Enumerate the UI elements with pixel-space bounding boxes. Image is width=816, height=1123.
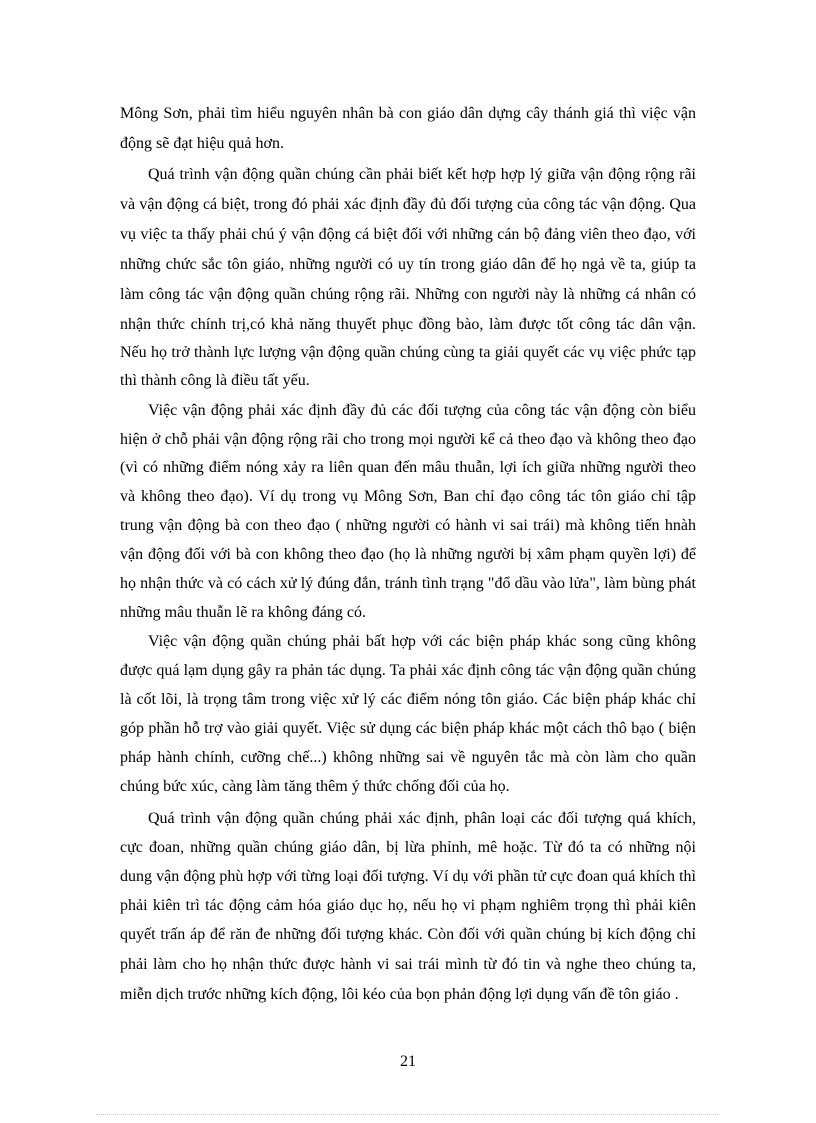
paragraph-3-line-7: họ nhận thức và có cách xử lý đúng đắn, tránh tình trạng "đổ dầu vào lửa", làm bùng phát [120,575,696,592]
paragraph-5-line-1: Quá trình vận động quần chúng phải xác định, phân loại các đối tượng quá khích, [148,810,696,827]
paragraph-2-line-7: Nếu họ trở thành lực lượng vận động quần chúng cùng ta giải quyết các vụ việc phức tạp [120,344,696,361]
paragraph-2-line-8: thì thành công là điều tất yếu. [120,372,310,389]
paragraph-4-line-6: chúng bức xúc, càng làm tăng thêm ý thức chống đối của họ. [120,778,510,795]
paragraph-3-line-1: Việc vận động phải xác định đầy đủ các đối tượng của công tác vận động còn biểu [148,402,696,419]
bottom-rule [96,1114,720,1115]
paragraph-2-line-1: Quá trình vận động quần chúng cần phải biết kết hợp hợp lý giữa vận động rộng rãi [148,166,696,183]
paragraph-1-line-1: Mông Sơn, phải tìm hiểu nguyên nhân bà con giáo dân dựng cây thánh giá thì việc vận [120,105,696,122]
paragraph-3-line-5: trung vận động bà con theo đạo ( những người có hành vi sai trái) mà không tiến hnàh [120,517,696,534]
paragraph-4-line-5: pháp hành chính, cưỡng chế...) không những sai về nguyên tắc mà còn làm cho quần [120,749,696,766]
paragraph-2-line-2: và vận động cá biệt, trong đó phải xác định đầy đủ đối tượng của công tác vận động. Qua [120,196,696,213]
paragraph-4-line-3: là cốt lõi, là trọng tâm trong việc xử lý các điểm nóng tôn giáo. Các biện pháp khác chỉ [120,691,696,708]
paragraph-3-line-4: và không theo đạo). Ví dụ trong vụ Mông Sơn, Ban chỉ đạo công tác tôn giáo chỉ tập [120,488,696,505]
paragraph-4-line-1: Việc vận động quần chúng phải bất hợp với các biện pháp khác song cũng không [148,633,696,650]
paragraph-4-line-2: được quá lạm dụng gây ra phản tác dụng. Ta phải xác định công tác vận động quần chúng [120,662,696,679]
paragraph-5-line-7: miễn dịch trước những kích động, lôi kéo của bọn phản động lợi dụng vấn đề tôn giáo . [120,986,679,1003]
paragraph-2-line-5: làm công tác vận động quần chúng rộng rãi. Những con người này là những cá nhân có [120,286,696,303]
paragraph-2-line-4: những chức sắc tôn giáo, những người có uy tín trong giáo dân để họ ngả về ta, giúp ta [120,256,696,273]
paragraph-5-line-6: phải làm cho họ nhận thức được hành vi sai trái mình từ đó tin và nghe theo chúng ta, [120,956,696,973]
paragraph-5-line-2: cực đoan, những quần chúng giáo dân, bị lừa phỉnh, mê hoặc. Từ đó ta có những nội [120,839,696,856]
page-number: 21 [400,1053,416,1070]
paragraph-3-line-6: vận động đối với bà con không theo đạo (họ là những người bị xâm phạm quyền lợi) để [120,546,696,563]
paragraph-2-line-6: nhận thức chính trị,có khả năng thuyết phục đồng bào, làm được tốt công tác dân vận. [120,316,696,333]
paragraph-5-line-3: dung vận động phù hợp với từng loại đối tượng. Ví dụ với phần tử cực đoan quá khích thì [120,868,696,885]
paragraph-5-line-5: quyết trấn áp để răn đe những đối tượng khác. Còn đối với quần chúng bị kích động chỉ [120,926,696,943]
paragraph-5-line-4: phải kiên trì tác động cảm hóa giáo dục họ, nếu họ vi phạm nghiêm trọng thì phải kiên [120,897,696,914]
paragraph-3-line-3: (vì có những điểm nóng xảy ra liên quan đến mâu thuẫn, lợi ích giữa những người theo [120,459,696,476]
paragraph-2-line-3: vụ việc ta thấy phải chú ý vận động cá biệt đối với những cán bộ đảng viên theo đạo, với [120,226,696,243]
paragraph-4-line-4: góp phần hỗ trợ vào giải quyết. Việc sử dụng các biện pháp khác một cách thô bạo ( biện [120,720,696,737]
paragraph-1-line-2: động sẽ đạt hiệu quả hơn. [120,135,284,152]
paragraph-3-line-8: những mâu thuẫn lẽ ra không đáng có. [120,604,366,621]
paragraph-3-line-2: hiện ở chỗ phải vận động rộng rãi cho trong mọi người kể cả theo đạo và không theo đạo [120,431,696,448]
